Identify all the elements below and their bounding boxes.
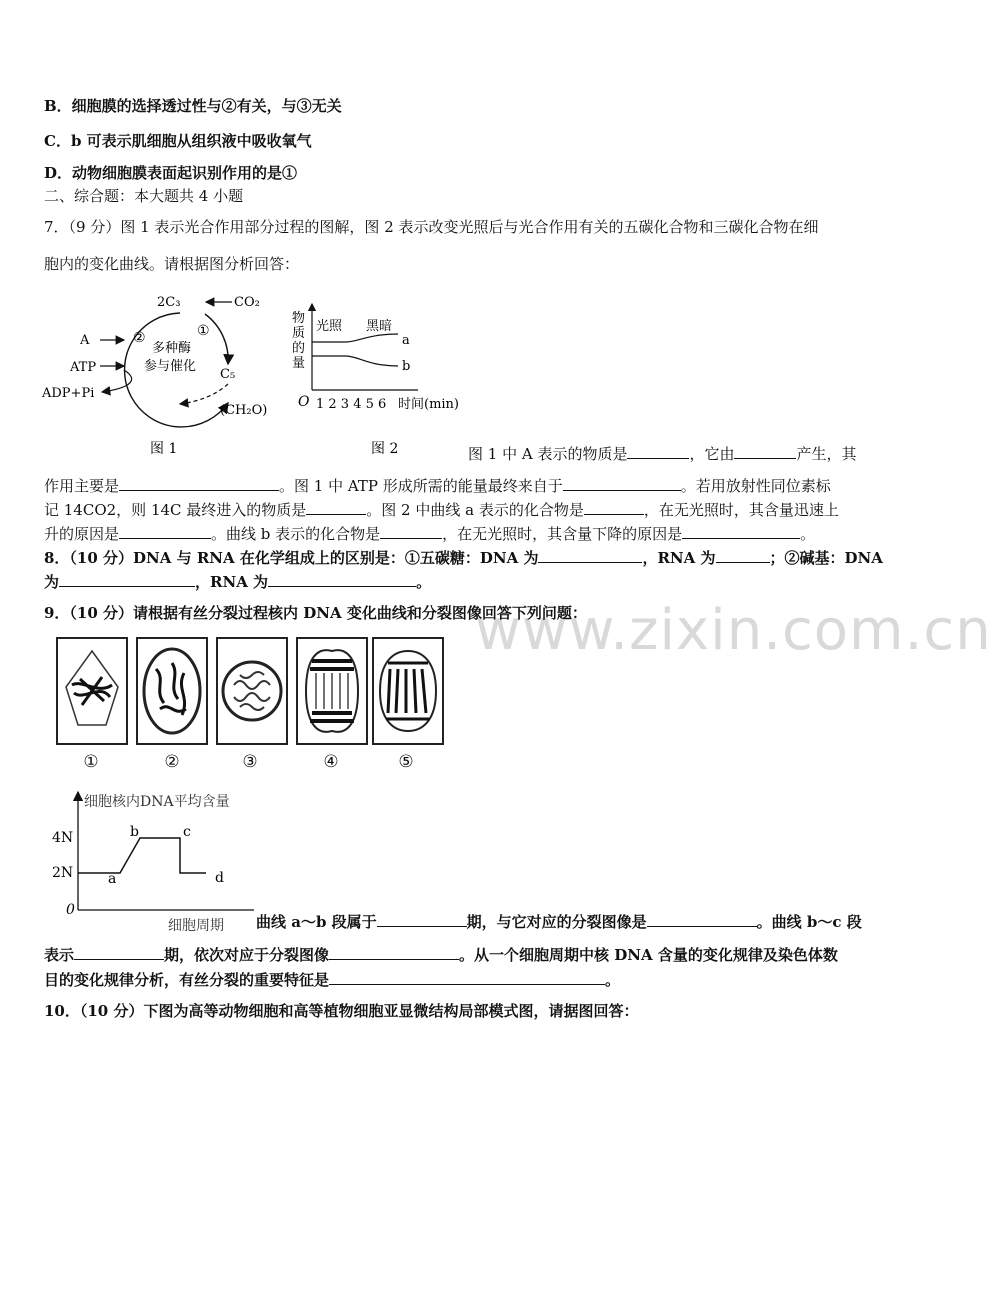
q8-blank-1[interactable] [538, 548, 642, 563]
fig1-caption: 图 1 [150, 441, 178, 457]
q7-text-8: 。图 2 中曲线 a 表示的化合物是 [366, 501, 584, 519]
q7-blank-5[interactable] [306, 500, 366, 515]
ylabel-char-3: 的 [292, 341, 306, 356]
cell-label-4: ④ [323, 752, 339, 772]
option-d: D．动物细胞膜表面起识别作用的是① [44, 164, 298, 182]
q7-text-13: 。 [800, 525, 816, 543]
q7-blank-7[interactable] [119, 524, 211, 539]
q8-text-4: 为 [44, 573, 60, 591]
q10-stem: 10．（10 分）下图为高等动物细胞和高等植物细胞亚显微结构局部模式图，请据图回答： [44, 1002, 639, 1020]
q7-blank-1[interactable] [627, 444, 689, 459]
q8-blank-2[interactable] [716, 548, 770, 563]
cell-label-1: ① [83, 752, 99, 772]
fig2-caption: 图 2 [371, 441, 399, 457]
q7-answer-line2 [44, 476, 831, 496]
option-c: C．b 可表示肌细胞从组织液中吸收氧气 [44, 132, 312, 150]
dna-origin: 0 [66, 902, 75, 918]
point-b: b [130, 824, 139, 840]
q9-blank-3[interactable] [74, 945, 164, 960]
point-a: a [108, 871, 117, 887]
q9-text-4: 表示 [44, 946, 75, 964]
label-step1: ① [197, 323, 210, 339]
label-2c3: 2C₃ [157, 295, 181, 310]
q9-blank-5[interactable] [329, 970, 605, 985]
q7-text-9: ，在无光照时，其含量迅速上 [643, 501, 839, 519]
q7-blank-6[interactable] [584, 500, 644, 515]
q7-text-12: ，在无光照时，其含量下降的原因是 [442, 525, 683, 543]
q7-text-6: 。若用放射性同位素标 [680, 477, 831, 495]
q7-text-2: ，它由 [689, 445, 735, 463]
label-curve-a: a [402, 333, 410, 348]
label-adp-pi: ADP+Pi [42, 386, 95, 401]
ylabel-char-2: 质 [292, 326, 306, 341]
q7-stem-line1: 7．（9 分）图 1 表示光合作用部分过程的图解，图 2 表示改变光照后与光合作用有关的五碳化合物和三碳化合物在细 [44, 218, 819, 236]
cell-image-5-drawing [374, 639, 442, 743]
cell-image-1-drawing [58, 639, 126, 743]
photosynthesis-diagram-fig1 [40, 288, 280, 458]
watermark: www.zixin.com.cn [475, 598, 992, 663]
q7-blank-4[interactable] [563, 476, 681, 491]
ch2o-dashed-arrow [180, 384, 228, 404]
ylabel-char-1: 物 [292, 311, 306, 326]
point-c: c [183, 824, 191, 840]
q9-blank-2[interactable] [647, 912, 757, 927]
dna-y-label: 细胞核内DNA平均含量 [84, 794, 230, 810]
tick-4n: 4N [52, 830, 74, 846]
label-atp: ATP [70, 360, 97, 375]
label-co2: CO₂ [234, 295, 260, 310]
q9-text-8: 。 [605, 971, 621, 989]
q8-blank-3[interactable] [59, 572, 195, 587]
q9-text-5: 期，依次对应于分裂图像 [164, 946, 330, 964]
label-light: 光照 [316, 319, 343, 334]
cell-label-5: ⑤ [398, 752, 414, 772]
section-heading: 二、综合题：本大题共 4 小题 [44, 187, 244, 205]
q8-text-1: 8．（10 分）DNA 与 RNA 在化学组成上的区别是：①五碳糖：DNA 为 [44, 549, 539, 567]
q8-line1 [44, 548, 883, 568]
q8-text-5: ，RNA 为 [195, 573, 269, 591]
curve-a [346, 334, 398, 342]
cell-image-2-drawing [138, 639, 206, 743]
cell-image-4-drawing [298, 639, 366, 743]
x-axis-label: 时间(min) [398, 397, 460, 412]
q9-blank-1[interactable] [377, 912, 467, 927]
q9-text-1: 曲线 a～b 段属于 [256, 913, 377, 931]
q9-blank-4[interactable] [329, 945, 459, 960]
curve-b [346, 356, 398, 366]
label-step2: ② [133, 330, 146, 346]
q7-text-11: 。曲线 b 表示的化合物是 [211, 525, 381, 543]
q8-line2 [44, 572, 431, 592]
compound-curve-chart-fig2 [286, 300, 471, 460]
cell-label-2: ② [164, 752, 180, 772]
label-enzyme-2: 参与催化 [144, 359, 197, 374]
q9-text-2: 期，与它对应的分裂图像是 [466, 913, 647, 931]
ylabel-char-4: 量 [292, 356, 306, 371]
origin-o: O [298, 394, 310, 410]
cell-label-3: ③ [242, 752, 258, 772]
label-enzyme-1: 多种酶 [152, 341, 192, 356]
cell-image-4 [296, 637, 368, 745]
q7-answer-line4 [44, 524, 815, 544]
q9-text-6: 。从一个细胞周期中核 DNA 含量的变化规律及染色体数 [459, 946, 838, 964]
point-d: d [215, 870, 224, 886]
label-c5: C₅ [220, 367, 236, 382]
q8-text-2: ，RNA 为 [642, 549, 716, 567]
q7-text-1: 图 1 中 A 表示的物质是 [468, 445, 628, 463]
cell-image-5 [372, 637, 444, 745]
q9-answer-line1 [256, 912, 862, 932]
q7-answer-line1 [468, 444, 856, 464]
q7-answer-line3 [44, 500, 839, 520]
dna-x-label: 细胞周期 [168, 918, 224, 934]
q9-stem: 9．（10 分）请根据有丝分裂过程核内 DNA 变化曲线和分裂图像回答下列问题： [44, 604, 587, 622]
q7-text-7: 记 14CO2，则 14C 最终进入的物质是 [44, 501, 307, 519]
cell-image-3 [216, 637, 288, 745]
cell-image-1 [56, 637, 128, 745]
q9-text-7: 目的变化规律分析，有丝分裂的重要特征是 [44, 971, 330, 989]
cell-image-3-drawing [218, 639, 286, 743]
q8-text-3: ；②碱基：DNA [769, 549, 883, 567]
dna-curve [78, 838, 206, 873]
q9-text-3: 。曲线 b～c 段 [756, 913, 862, 931]
x-ticks: 1 2 3 4 5 6 [316, 397, 387, 412]
label-dark: 黑暗 [366, 319, 393, 334]
q7-blank-8[interactable] [380, 524, 442, 539]
dna-content-chart [44, 786, 260, 936]
tick-2n: 2N [52, 865, 74, 881]
q9-answer-line3 [44, 970, 620, 990]
q7-text-5: 。图 1 中 ATP 形成所需的能量最终来自于 [279, 477, 563, 495]
q9-answer-line2 [44, 945, 838, 965]
label-ch2o: (CH₂O) [220, 403, 268, 418]
q7-text-4: 作用主要是 [44, 477, 120, 495]
q7-blank-3[interactable] [119, 476, 279, 491]
cell-image-2 [136, 637, 208, 745]
q8-text-6: 。 [416, 573, 432, 591]
label-a: A [80, 333, 90, 348]
q7-blank-2[interactable] [734, 444, 796, 459]
cycle-arrow-right [205, 314, 228, 364]
q7-text-10: 升的原因是 [44, 525, 120, 543]
q7-blank-9[interactable] [682, 524, 800, 539]
option-b: B．细胞膜的选择透过性与②有关，与③无关 [44, 97, 342, 115]
q7-stem-line2: 胞内的变化曲线。请根据图分析回答： [44, 255, 300, 273]
label-curve-b: b [402, 359, 411, 374]
q7-text-3: 产生，其 [796, 445, 857, 463]
q8-blank-4[interactable] [268, 572, 416, 587]
